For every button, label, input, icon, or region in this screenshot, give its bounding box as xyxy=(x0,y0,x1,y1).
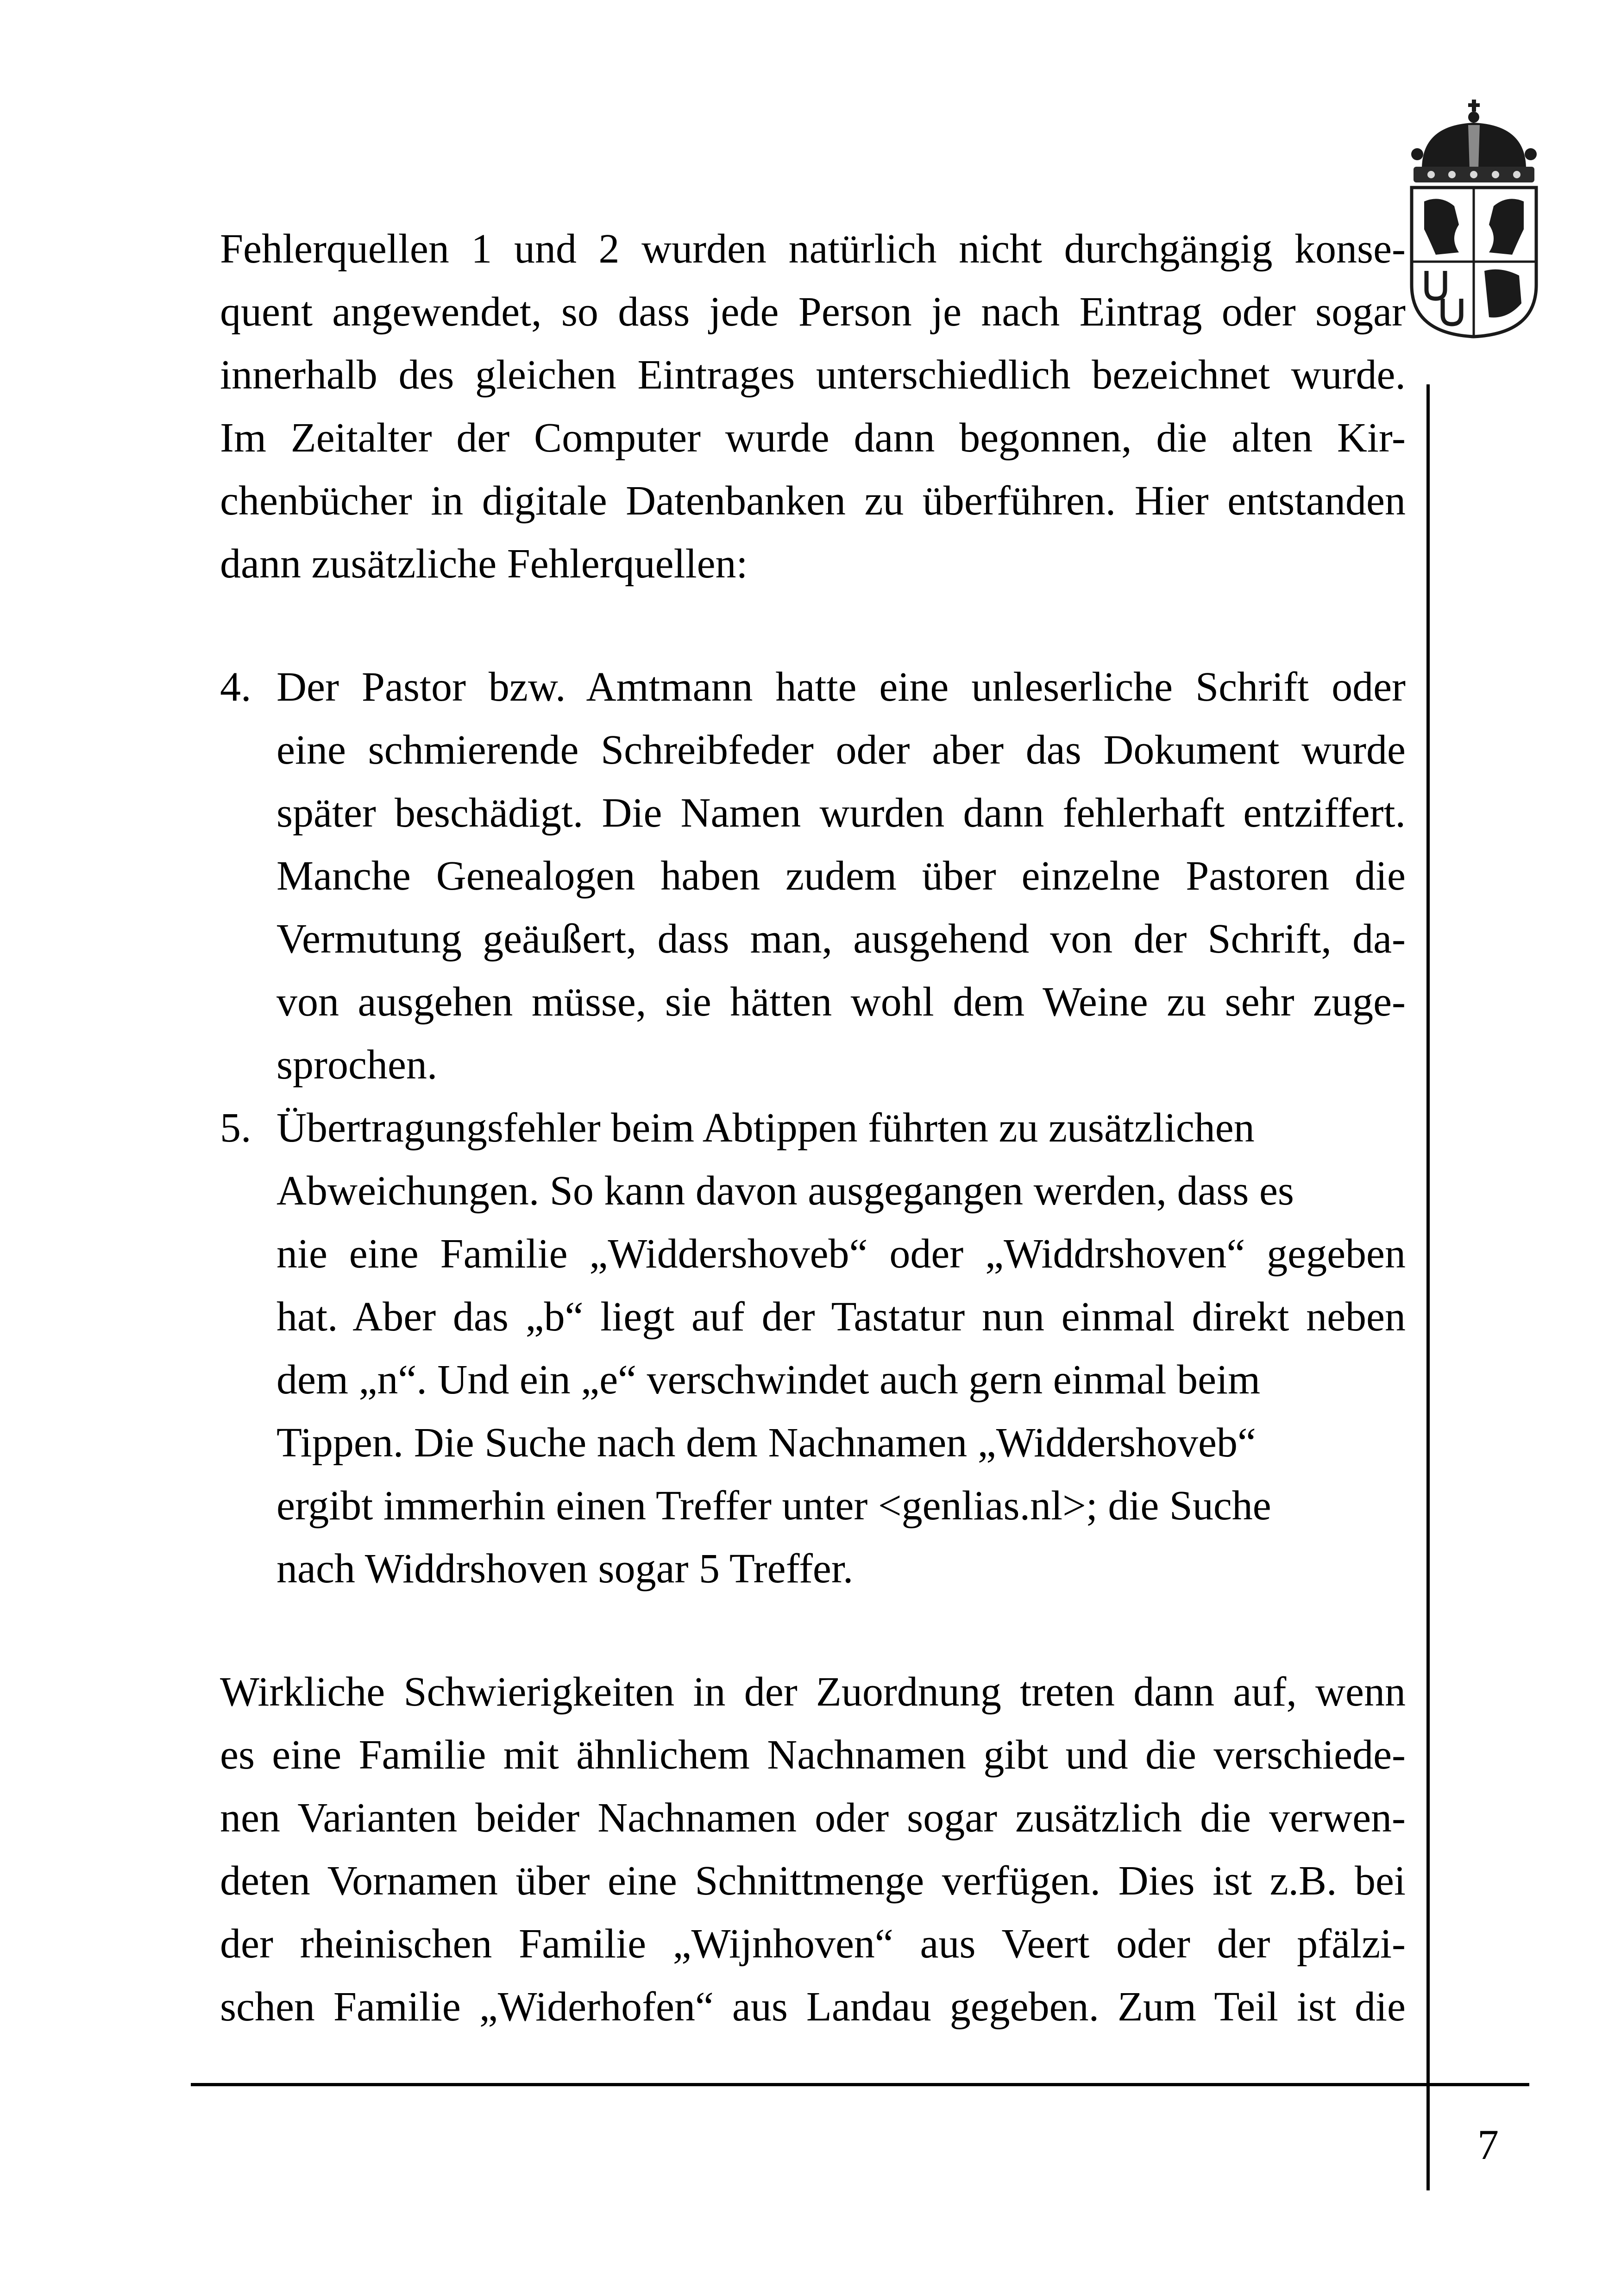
text-line: Fehlerquellen 1 und 2 wurden natürlich nicht durchgängig konse- xyxy=(220,226,1406,272)
list-number: 4. xyxy=(220,664,251,710)
crown-icon xyxy=(1411,100,1537,182)
text-line: nie eine Familie „Widdershoveb“ oder „Widdrshoven“ gegeben xyxy=(276,1231,1406,1277)
text-line: Übertragungsfehler beim Abtippen führten zu zusätzlichen xyxy=(276,1105,1255,1151)
text-line: nach Widdrshoven sogar 5 Treffer. xyxy=(276,1546,854,1592)
text-line: später beschädigt. Die Namen wurden dann fehlerhaft entziffert. xyxy=(276,790,1406,836)
text-line: deten Vornamen über eine Schnittmenge verfügen. Dies ist z.B. bei xyxy=(220,1858,1406,1904)
intro-paragraph xyxy=(220,218,1406,596)
text-line: Manche Genealogen haben zudem über einzelne Pastoren die xyxy=(276,853,1406,899)
text-line: es eine Familie mit ähnlichem Nachnamen gibt und die verschiede- xyxy=(220,1732,1406,1778)
text-line: hat. Aber das „b“ liegt auf der Tastatur nun einmal direkt neben xyxy=(276,1294,1406,1340)
horizontal-rule xyxy=(191,2083,1529,2086)
text-line: nen Varianten beider Nachnamen oder sogar zusätzlich die verwen- xyxy=(220,1795,1406,1841)
text-line: Tippen. Die Suche nach dem Nachnamen „Widdershoveb“ xyxy=(276,1420,1256,1466)
text-line: sprochen. xyxy=(276,1042,438,1088)
list-item xyxy=(220,656,1406,1097)
list-item xyxy=(220,1097,1406,1600)
text-line: quent angewendet, so dass jede Person je nach Eintrag oder sogar xyxy=(220,289,1406,335)
text-line: schen Familie „Widerhofen“ aus Landau gegeben. Zum Teil ist die xyxy=(220,1984,1406,2030)
body-text xyxy=(220,218,1406,2039)
numbered-list xyxy=(220,656,1406,1600)
text-line: chenbücher in digitale Datenbanken zu überführen. Hier entstanden xyxy=(220,478,1406,524)
text-line: Vermutung geäußert, dass man, ausgehend von der Schrift, da- xyxy=(276,916,1406,962)
text-line: dem „n“. Und ein „e“ verschwindet auch gern einmal beim xyxy=(276,1357,1261,1403)
text-line: Im Zeitalter der Computer wurde dann begonnen, die alten Kir- xyxy=(220,415,1406,461)
text-line: von ausgehen müsse, sie hätten wohl dem Weine zu sehr zuge- xyxy=(276,979,1406,1025)
text-line: Der Pastor bzw. Amtmann hatte eine unleserliche Schrift oder xyxy=(276,664,1406,710)
text-line: ergibt immerhin einen Treffer unter <genlias.nl>; die Suche xyxy=(276,1483,1271,1529)
paragraph-gap xyxy=(220,596,1406,656)
text-line: Wirkliche Schwierigkeiten in der Zuordnung treten dann auf, wenn xyxy=(220,1669,1406,1715)
list-number: 5. xyxy=(220,1105,251,1151)
text-line: der rheinischen Familie „Wijnhoven“ aus Veert oder der pfälzi- xyxy=(220,1921,1406,1967)
closing-paragraph xyxy=(220,1661,1406,2039)
shield-icon xyxy=(1412,188,1536,337)
vertical-rule xyxy=(1426,384,1430,2190)
text-line: Abweichungen. So kann davon ausgegangen werden, dass es xyxy=(276,1168,1294,1214)
page-number: 7 xyxy=(1477,2121,1499,2168)
text-line: eine schmierende Schreibfeder oder aber das Dokument wurde xyxy=(276,727,1406,773)
paragraph-gap xyxy=(220,1600,1406,1661)
coat-of-arms-icon xyxy=(1403,100,1545,340)
text-line: innerhalb des gleichen Eintrages unterschiedlich bezeichnet wurde. xyxy=(220,352,1406,398)
text-line: dann zusätzliche Fehlerquellen: xyxy=(220,541,748,587)
